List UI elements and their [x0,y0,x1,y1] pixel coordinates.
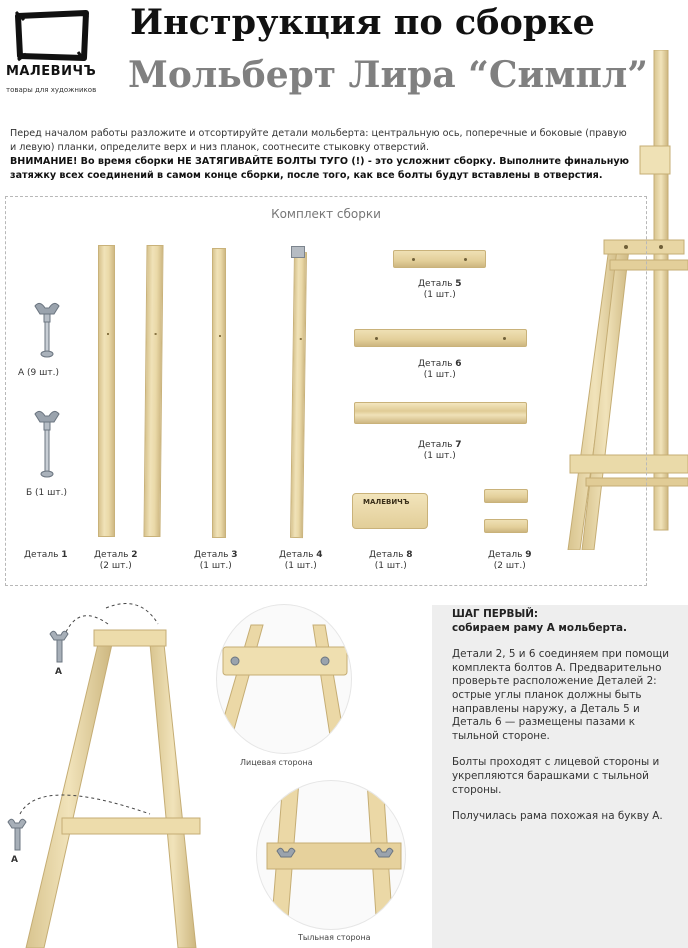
part-1-label: Деталь 1 [24,550,68,560]
part-hole [375,337,378,340]
bolt-a-top-label: А [55,667,62,677]
wing-bolt-b-icon [32,408,62,480]
part-9-piece-b [484,519,528,533]
part-2-plank-b [143,245,163,537]
step-one-text [452,608,682,837]
part-9-label: Деталь 9 (2 шт.) [488,550,532,571]
intro-text [10,127,635,183]
wing-bolt-a-icon [32,300,62,360]
intro-paragraph: Перед началом работы разложите и отсортируйте детали мольберта: центральную ось, поперечные и боковые (правую и левую) планки, определите верх и низ планок, соотнесите стыковку отверстий. [10,128,627,153]
step-one-paragraph-1: Детали 2, 5 и 6 соединяем при помощи комплекта болтов А. Предварительно проверьте расположение Деталей 2: острые углы планок должны быть направлены наружу, а Деталь 5 и Деталь 6 — размещены пазами к тыльной стороне. [452,648,670,742]
kit-title: Комплект сборки [271,207,381,221]
step-one-paragraph-2: Болты проходят с лицевой стороны и укрепляются барашками с тыльной стороны. [452,756,660,796]
part-8-brand-mark: МАЛЕВИЧЪ [363,498,410,506]
bolt-a-bottom-label: А [11,855,18,865]
part-5-plank [393,250,486,268]
front-detail-circle [216,604,352,754]
part-9-piece-a [484,489,528,503]
part-8-label: Деталь 8 (1 шт.) [369,550,413,571]
part-hole [503,337,506,340]
step-one-paragraph-3: Получилась рама похожая на букву А. [452,810,663,823]
part-hole [412,258,415,261]
step-one-subtitle: собираем раму А мольберта. [452,621,627,634]
back-detail-circle [256,780,406,930]
part-hole [464,258,467,261]
front-side-caption: Лицевая сторона [240,758,313,767]
page-title: Инструкция по сборке [130,2,595,43]
part-2-label: Деталь 2 (2 шт.) [94,550,138,571]
part-3-plank [212,248,226,538]
intro-warning: ВНИМАНИЕ! Во время сборки НЕ ЗАТЯГИВАЙТЕ БОЛТЫ ТУГО (!) - это усложнит сборку. Выполните финальную затяжку всех соединений в самом конце сборки, после того, как все болты будут вставлены в отверстия. [10,156,629,181]
bolt-b-label: Б (1 шт.) [26,488,67,498]
back-side-caption: Тыльная сторона [298,933,371,942]
back-detail-illustration [257,781,406,930]
a-frame-diagram [0,600,215,948]
part-4-label: Деталь 4 (1 шт.) [279,550,323,571]
brand-name: МАЛЕВИЧЪ [6,64,97,79]
bolt-a-label: А (9 шт.) [18,368,59,378]
part-8-block [352,493,428,529]
front-detail-illustration [217,605,352,754]
part-4-metal-tip [291,246,305,258]
part-3-label: Деталь 3 (1 шт.) [194,550,238,571]
part-7-shelf [354,402,527,424]
brand-tagline: товары для художников [6,86,97,94]
part-6-plank [354,329,527,347]
part-5-label: Деталь 5 (1 шт.) [418,279,462,300]
part-7-label: Деталь 7 (1 шт.) [418,440,462,461]
frame-logo-icon [14,10,90,62]
step-one-title: ШАГ ПЕРВЫЙ: [452,608,539,620]
page-subtitle: Мольберт Лира “Симпл” [128,54,648,96]
part-6-label: Деталь 6 (1 шт.) [418,359,462,380]
part-2-plank-a [98,245,115,537]
brand-logo [6,6,116,98]
